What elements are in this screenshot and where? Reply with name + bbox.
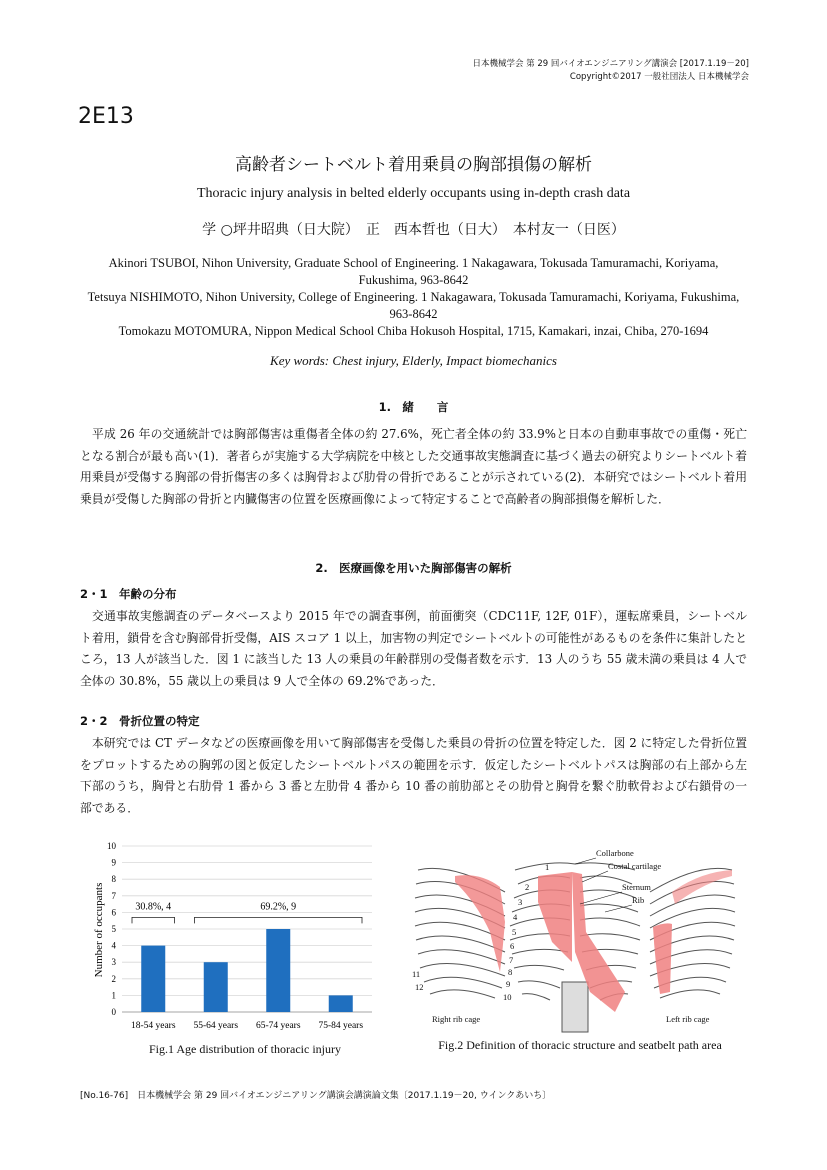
y-tick-label: 1 [111,990,116,1001]
y-tick-label: 3 [111,957,116,968]
bar [141,946,165,1012]
keywords: Key words: Chest injury, Elderly, Impact biomechanics [270,353,557,368]
fig2-caption: Fig.2 Definition of thoracic structure and seatbelt path area [438,1038,722,1052]
rib-number-4: 4 [513,912,518,922]
bar [204,962,228,1012]
section-2-2-text: 本研究では CT データなどの医療画像を用いて胸部傷害を受傷した乗員の骨折の位置を特定した．図 2 に特定した骨折位置をプロットするための胸郭の図と仮定したシートベルトパスの範囲を示す．仮定したシートベルトパスは胸部の右上部から左下部のうち，胸骨と右肋骨 1 番から 3 番と左肋骨 4 番から 10 番の前肋部とその肋骨と胸骨を繋ぐ肋軟骨および右鎖骨の一部である． [80,736,747,815]
paper-code: 2E13 [78,104,134,129]
y-tick-label: 10 [107,841,116,851]
label-sternum: Sternum [622,882,651,892]
section-2-1-text: 交通事故実態調査のデータベースより 2015 年での調査事例，前面衝突（CDC11F, 12F, 01F），運転席乗員，シートベルト着用，鎖骨を含む胸部骨折受傷，AIS スコア 1 以上，加害物の判定でシートベルトの可能性があるものを条件に集計したところ，13 人が該当した．図 1 に該当した 13 人の乗員の年齢群別の受傷者数を示す．13 人のうち 55 歳未満の乗員は 4 人で全体の 30.8%，55 歳以上の乗員は 9 人で全体の 69.2%であった． [80,609,747,688]
annotation-bracket [132,917,175,923]
right-belt-area [455,875,505,972]
fig1-bar-chart [82,838,382,1038]
y-tick-label: 0 [111,1007,116,1017]
sternum-right-belt-area [538,872,572,962]
x-tick-label: 75-84 years [318,1021,364,1031]
section-2-2-title: 2・2 骨折位置の特定 [80,714,200,728]
rib-number-5: 5 [512,927,517,937]
affiliation-3: Tomokazu MOTOMURA, Nippon Medical School Chiba Hokusoh Hospital, 1715, Kamakari, inzai, Chiba, 270-1694 [118,324,709,338]
y-axis-label: Number of occupants [93,882,105,978]
paper-subtitle: Thoracic injury analysis in belted elderly occupants using in-depth crash data [196,186,631,201]
left-side-belt-area [653,923,672,994]
annotation-label: 69.2%, 9 [260,901,297,913]
affiliation-1: Akinori TSUBOI, Nihon University, Graduate School of Engineering. 1 Nakagawara, Tokusada Tamuramachi, Koriyama, Fukushima, 963-8642 [108,256,719,287]
annotation-bracket [195,917,363,923]
fig2-ribcage-diagram [410,842,740,1037]
label-costal-cartilage: Costal cartilage [608,861,662,871]
section-1-title: 1. 緒 言 [378,400,449,414]
section-2-1-title: 2・1 年齢の分布 [80,587,177,601]
y-tick-label: 5 [111,924,116,934]
rib-number-3: 3 [518,897,523,907]
rib-number-10: 10 [503,992,512,1002]
author-line: 学 ○坪井昭典（日大院） 正 西本哲也（日大） 本村友一（日医） [202,222,625,238]
header-line-1: 日本機械学会 第 29 回バイオエンジニアリング講演会 [2017.1.19－20] [472,59,749,69]
y-tick-label: 2 [111,973,116,984]
rib-number-9: 9 [506,979,511,989]
y-tick-label: 8 [111,874,116,885]
y-tick-label: 7 [111,890,116,901]
section-2-title: 2. 医療画像を用いた胸部傷害の解析 [315,561,512,575]
paper-title: 高齢者シートベルト着用乗員の胸部損傷の解析 [235,155,592,175]
running-header [472,58,749,84]
annotation-label: 30.8%, 4 [135,901,172,913]
rib-number-6: 6 [510,941,515,951]
label-collarbone: Collarbone [596,848,634,858]
bar [266,929,290,1012]
affiliation-2: Tetsuya NISHIMOTO, Nihon University, College of Engineering. 1 Nakagawara, Tokusada Tamuramachi, Koriyama, Fukushima, 963-8642 [87,290,740,321]
rib-number-2: 2 [525,882,530,892]
y-tick-label: 6 [111,907,116,918]
left-upper-belt-area [672,870,732,904]
x-tick-label: 65-74 years [255,1021,301,1031]
label-rib: Rib [632,895,645,905]
label-left-rib-cage: Left rib cage [666,1014,710,1024]
rib-number-7: 7 [509,955,514,965]
header-line-2: Copyright©2017 一般社団法人 日本機械学会 [569,72,749,82]
label-right-rib-cage: Right rib cage [432,1014,481,1024]
x-tick-label: 55-64 years [193,1021,239,1031]
section-1-text: 平成 26 年の交通統計では胸部傷害は重傷者全体の約 27.6%，死亡者全体の約 33.9%と日本の自動車事故での重傷・死亡となる割合が最も高い(1)．著者らが実施する大学病院を中核とした交通事故実態調査に基づく過去の研究よりシートベルト着用乗員が受傷する胸部の骨折傷害の多くは胸骨および肋骨の骨折であることが示されている(2)．本研究ではシートベルト着用乗員が受傷した胸部の骨折と内臓傷害の位置を医療画像によって特定することで高齢者の胸部損傷を解析した． [80,427,747,506]
y-tick-label: 9 [111,857,116,868]
y-tick-label: 4 [111,940,116,951]
rib-number-12: 12 [415,982,424,992]
rib-number-11: 11 [412,969,421,979]
fig1-caption: Fig.1 Age distribution of thoracic injury [149,1042,341,1056]
x-tick-label: 18-54 years [130,1021,176,1031]
rib-number-1: 1 [545,862,550,872]
rib-number-8: 8 [508,967,513,977]
bar [329,995,353,1012]
page-footer: [No.16-76] 日本機械学会 第 29 回バイオエンジニアリング講演会講演論文集〔2017.1.19－20, ウインクあいち〕 [80,1091,552,1101]
